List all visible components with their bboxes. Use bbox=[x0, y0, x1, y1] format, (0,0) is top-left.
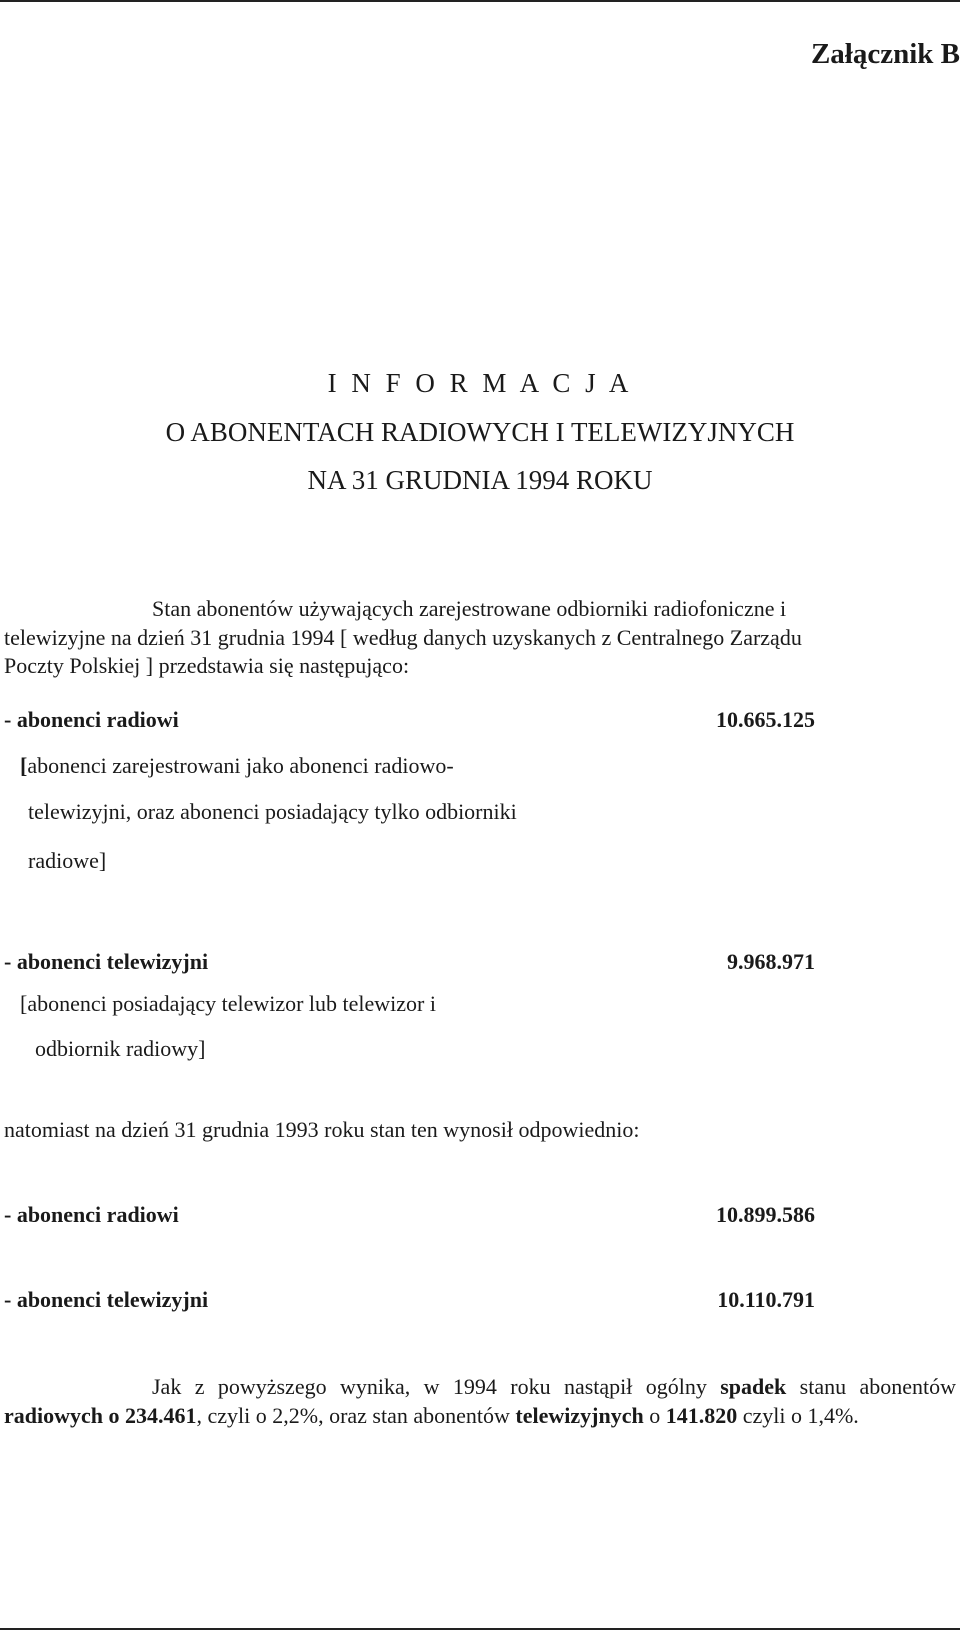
current-tv-note: odbiornik radiowy] bbox=[35, 1036, 206, 1061]
previous-radio-label: - abonenci radiowi bbox=[4, 1202, 179, 1227]
current-radio-value: 10.665.125 bbox=[716, 707, 815, 732]
bottom-rule bbox=[0, 1628, 960, 1630]
summary-text: Jak z powyższego wynika, w 1994 roku nastąpił ogólny bbox=[152, 1374, 721, 1399]
document-date-title: NA 31 GRUDNIA 1994 ROKU bbox=[307, 465, 653, 495]
current-tv-note: [abonenci posiadający telewizor lub telewizor i bbox=[20, 991, 436, 1016]
current-tv-label: - abonenci telewizyjni bbox=[4, 949, 209, 974]
top-rule bbox=[0, 0, 960, 2]
current-radio-label: - abonenci radiowi bbox=[4, 707, 179, 732]
current-tv-value: 9.968.971 bbox=[727, 949, 815, 974]
previous-tv-value: 10.110.791 bbox=[717, 1287, 815, 1312]
intro-line: Stan abonentów używających zarejestrowane odbiorniki radiofoniczne i bbox=[152, 596, 787, 621]
comparison-intro: natomiast na dzień 31 grudnia 1993 roku stan ten wynosił odpowiednio: bbox=[4, 1117, 640, 1142]
document-subtitle: O ABONENTACH RADIOWYCH I TELEWIZYJNYCH bbox=[165, 417, 795, 447]
summary-emphasis: spadek bbox=[720, 1374, 787, 1399]
current-radio-note: radiowe] bbox=[28, 848, 107, 873]
summary-text: , czyli o 2,2%, oraz stan abonentów bbox=[196, 1402, 516, 1428]
intro-paragraph bbox=[4, 595, 956, 681]
intro-line: Poczty Polskiej ] przedstawia się następująco: bbox=[4, 653, 410, 679]
note-text: abonenci zarejestrowani jako abonenci radiowo- bbox=[27, 753, 454, 778]
summary-text: czyli o 1,4%. bbox=[737, 1402, 859, 1428]
summary-emphasis: 141.820 bbox=[665, 1402, 738, 1428]
summary-emphasis: radiowych o 234.461 bbox=[4, 1402, 197, 1428]
previous-tv-label: - abonenci telewizyjni bbox=[4, 1287, 209, 1312]
previous-radio-value: 10.899.586 bbox=[716, 1202, 815, 1227]
summary-text: o bbox=[643, 1402, 666, 1428]
intro-line: telewizyjne na dzień 31 grudnia 1994 [ według danych uzyskanych z Centralnego Zarządu bbox=[4, 624, 802, 650]
current-radio-note bbox=[20, 755, 454, 777]
annex-label: Załącznik B bbox=[810, 38, 960, 70]
summary-paragraph bbox=[4, 1373, 956, 1430]
summary-text: stanu abonentów bbox=[786, 1374, 956, 1399]
summary-emphasis: telewizyjnych bbox=[515, 1402, 644, 1428]
note-bracket: [ bbox=[20, 753, 28, 778]
current-radio-note: telewizyjni, oraz abonenci posiadający tylko odbiorniki bbox=[28, 799, 517, 824]
document-title: I N F O R M A C J A bbox=[327, 368, 633, 398]
